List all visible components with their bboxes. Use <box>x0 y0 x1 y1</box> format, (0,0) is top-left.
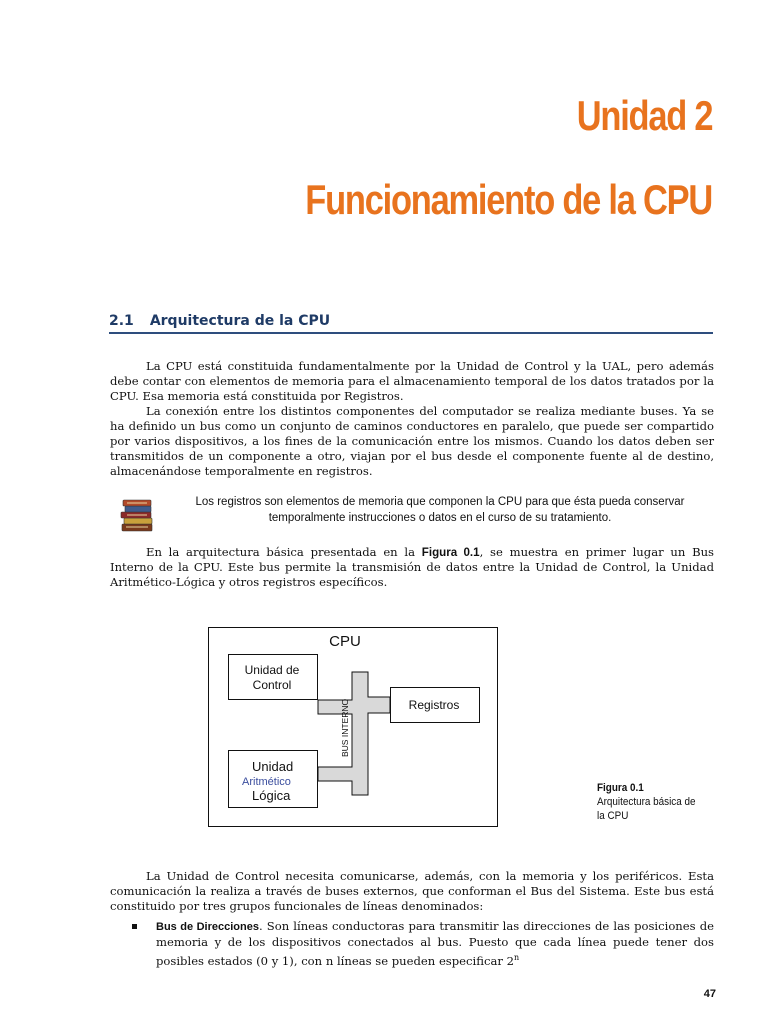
register-note: Los registros son elementos de memoria que componen la CPU para que ésta pueda conservar temporalmente instrucciones o datos en el curso de su tratamiento. <box>195 496 685 524</box>
section-number: 2.1 <box>109 313 134 329</box>
bullet-term: Bus de Direcciones <box>156 921 259 933</box>
cpu-label: CPU <box>329 633 361 650</box>
section-heading <box>109 313 713 334</box>
registers-label: Registros <box>408 698 460 712</box>
paragraph-1-text: La CPU está constituida fundamentalmente por la Unidad de Control y la UAL, pero además debe contar con elementos de memoria para el almacenamiento temporal de los datos tratados por la CPU. Esa memoria está constituida por Registros. <box>110 359 714 403</box>
figure-reference: Figura 0.1 <box>421 546 480 559</box>
chapter-title: Funcionamiento de la CPU <box>305 176 712 223</box>
alu-line-2: Aritmético <box>242 776 291 788</box>
bullet-marker <box>132 924 137 929</box>
alu-line-3: Lógica <box>252 788 291 803</box>
figure-number: Figura 0.1 <box>597 782 644 794</box>
paragraph-3-before: En la arquitectura básica presentada en la <box>146 545 422 559</box>
paragraph-3-after: , se muestra en primer lugar un Bus Interno de la CPU. Este bus permite la transmisión de datos entre la Unidad de Control, la Unidad Aritmético-Lógica y otros registros específicos. <box>110 545 715 589</box>
bullet-body <box>156 919 714 969</box>
control-unit-line-2: Control <box>252 678 292 692</box>
bus-label: BUS INTERNO <box>340 698 350 757</box>
section-title: Arquitectura de la CPU <box>149 313 331 329</box>
figure-caption-text: Arquitectura básica de la CPU <box>597 796 696 822</box>
bullet-superscript: n <box>513 953 520 962</box>
paragraph-4-text: La Unidad de Control necesita comunicarse, además, con la memoria y los periféricos. Esta comunicación la realiza a través de buses externos, que conforman el Bus del Sistema. Este bus está constituido por tres grupos funcionales de líneas denominados: <box>110 869 714 913</box>
control-unit-line-1: Unidad de <box>244 663 300 677</box>
figure-caption <box>597 781 705 823</box>
cpu-diagram <box>208 627 498 827</box>
bullet-text: . Son líneas conductoras para transmitir las direcciones de las posiciones de memoria y de los dispositivos conectados al bus. Puesto que cada línea puede tener dos posibles estados (0 y 1), con n líneas se pueden especificar 2 <box>156 919 714 968</box>
page-number: 47 <box>703 988 716 1000</box>
paragraph-4 <box>110 869 714 914</box>
paragraph-2-text: La conexión entre los distintos componentes del computador se realiza mediante buses. Ya se ha definido un bus como un conjunto de caminos conductores en paralelo, que puede ser compartido por varios dispositivos, a los fines de la comunicación entre los mismos. Cuando los datos deben ser transmitidos de un componente a otro, viajan por el bus desde el componente fuente al de destino, almacenándose temporalmente en registros. <box>110 404 714 478</box>
bullet-address-bus <box>110 919 714 969</box>
paragraph-1 <box>110 359 714 479</box>
alu-line-1: Unidad <box>252 759 294 774</box>
paragraph-3 <box>110 545 714 590</box>
control-unit-box <box>229 655 318 700</box>
books-icon <box>118 498 158 534</box>
unit-title: Unidad 2 <box>576 92 712 139</box>
